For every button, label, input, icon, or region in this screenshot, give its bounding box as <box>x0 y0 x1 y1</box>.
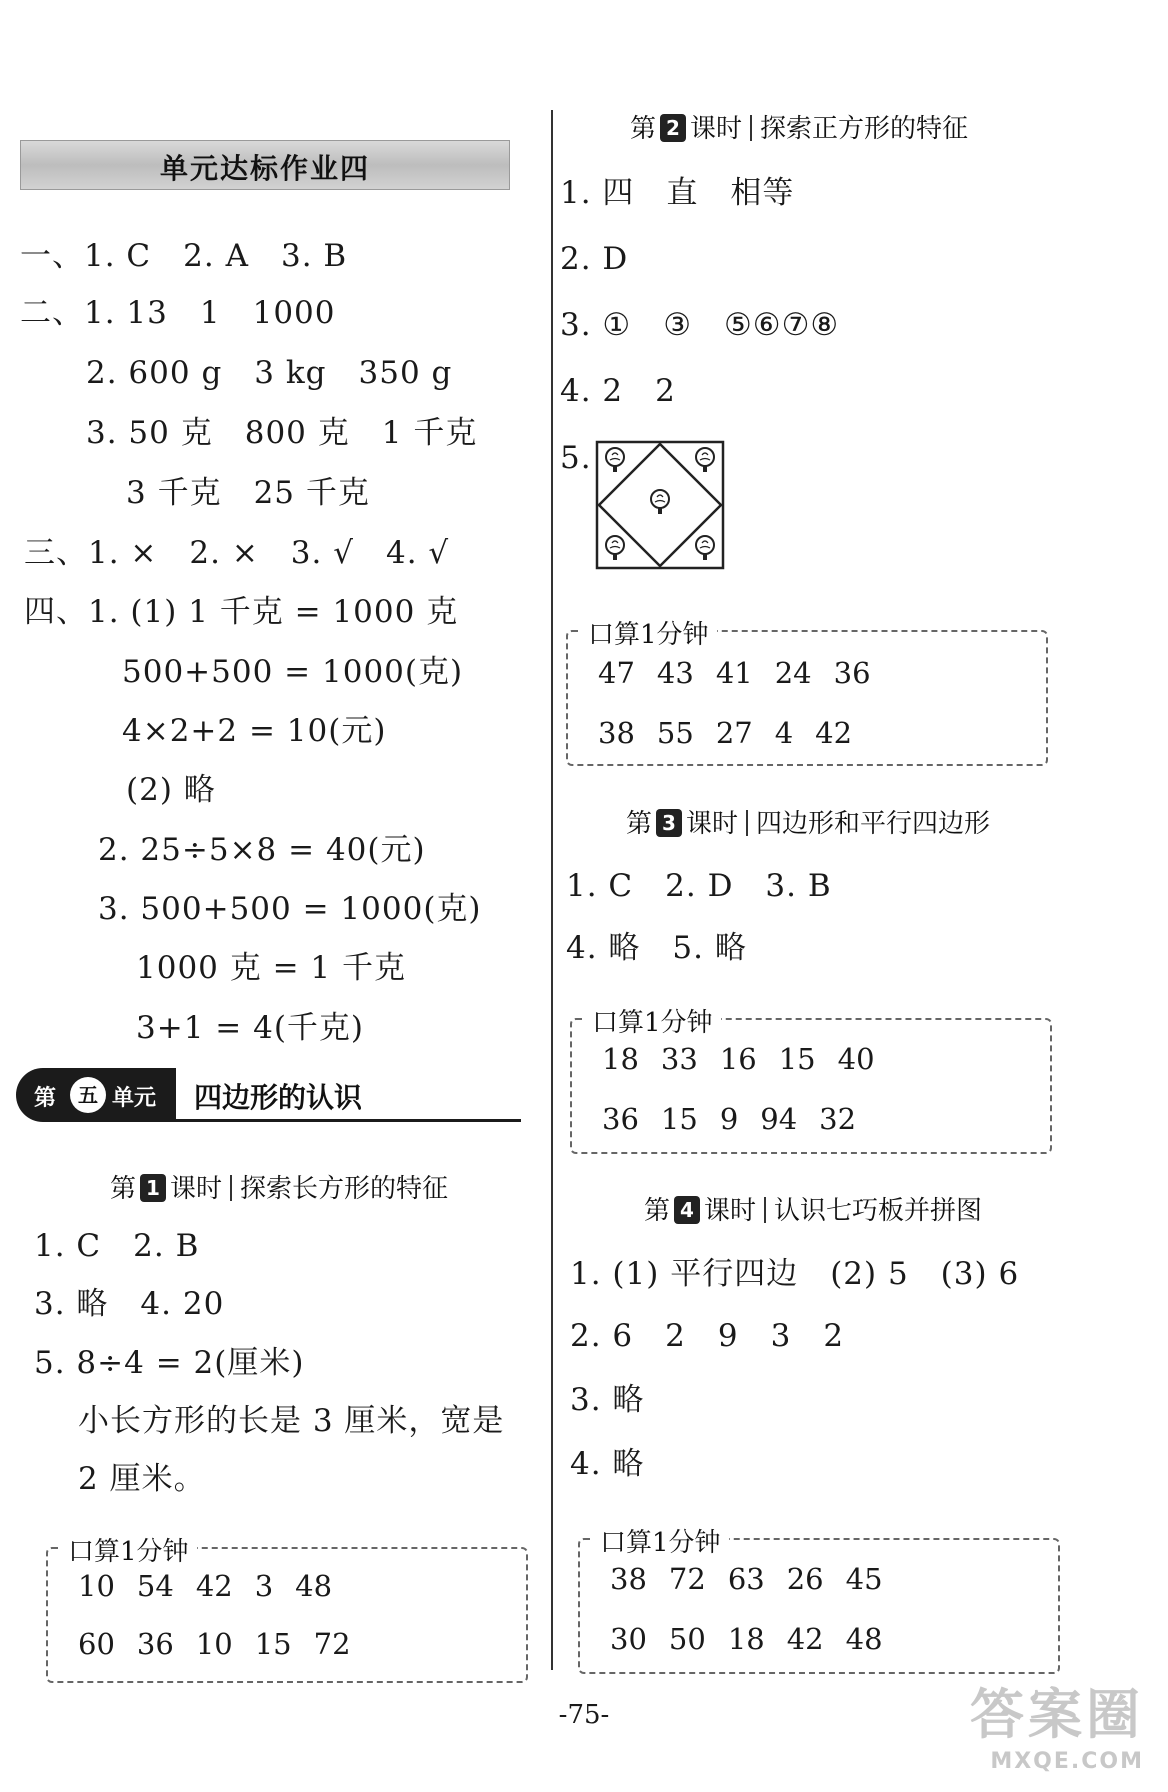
answer-line: 3. 略 4. 20 <box>34 1286 225 1322</box>
answer-line: 3. 50 克 800 克 1 千克 <box>86 415 478 451</box>
mental-math-title: 口算1分钟 <box>60 1531 197 1568</box>
mental-value: 30 <box>610 1622 647 1656</box>
chapter-rule <box>176 1119 521 1122</box>
mental-value: 55 <box>656 716 694 750</box>
answer-line: 3. 500+500 = 1000(克) <box>98 891 482 927</box>
mental-value: 47 <box>598 656 635 690</box>
mental-value: 15 <box>660 1102 698 1136</box>
tree-icon <box>606 448 624 472</box>
answer-line: 2. 25÷5×8 = 40(元) <box>98 832 426 868</box>
mental-math-box <box>578 1528 1060 1674</box>
answer-line: 1. C 2. D 3. B <box>566 868 832 904</box>
mental-value: 33 <box>660 1042 698 1076</box>
mental-value: 43 <box>656 656 694 690</box>
mental-row <box>598 716 874 750</box>
mental-value: 24 <box>774 656 812 690</box>
mental-value: 3 <box>254 1569 274 1603</box>
mental-math-title: 口算1分钟 <box>584 1002 721 1039</box>
answer-line: 一、1. C 2. A 3. B <box>20 238 348 274</box>
answer-line: 4. 略 <box>570 1446 645 1482</box>
tree-icon <box>651 490 669 514</box>
answer-line: 三、1. × 2. × 3. √ 4. √ <box>24 535 450 571</box>
mental-value: 15 <box>254 1627 292 1661</box>
mental-value: 42 <box>815 716 853 750</box>
lesson-suffix: 课时 <box>170 1174 223 1204</box>
lesson-title <box>110 1168 448 1205</box>
answer-line: 4×2+2 = 10(元) <box>122 713 387 749</box>
answer-line: 2. D <box>560 241 629 277</box>
mental-value: 36 <box>136 1627 174 1661</box>
lesson-title <box>644 1190 982 1227</box>
answer-line: 500+500 = 1000(克) <box>122 654 464 690</box>
mental-value: 42 <box>195 1569 233 1603</box>
mental-row <box>602 1042 897 1076</box>
mental-value: 63 <box>727 1562 765 1596</box>
mental-row <box>610 1562 905 1596</box>
mental-value: 15 <box>778 1042 816 1076</box>
title-separator <box>230 1175 232 1201</box>
mental-value: 18 <box>727 1622 765 1656</box>
chapter-tag <box>16 1068 176 1122</box>
lesson-prefix: 第 <box>110 1174 137 1204</box>
mental-row <box>598 656 893 690</box>
mental-value: 50 <box>668 1622 706 1656</box>
lesson-prefix: 第 <box>626 809 653 839</box>
answer-line: 5. 8÷4 = 2(厘米) <box>34 1345 305 1381</box>
lesson-prefix: 第 <box>630 114 657 144</box>
answer-line: 1000 克 = 1 千克 <box>136 950 407 986</box>
mental-value: 10 <box>78 1569 115 1603</box>
answer-line: (2) 略 <box>126 772 216 808</box>
mental-row <box>78 1627 373 1661</box>
mental-value: 16 <box>719 1042 757 1076</box>
mental-value: 10 <box>195 1627 233 1661</box>
answer-line: 3 千克 25 千克 <box>126 475 370 511</box>
mental-row <box>78 1569 354 1603</box>
mental-math-title: 口算1分钟 <box>580 614 717 651</box>
tree-icon <box>696 536 714 560</box>
mental-value: 32 <box>819 1102 857 1136</box>
watermark <box>970 1672 1144 1774</box>
watermark-logo: 答案圈 <box>970 1683 1144 1746</box>
unit-banner <box>20 140 510 190</box>
mental-value: 9 <box>719 1102 739 1136</box>
lesson-name: 探索长方形的特征 <box>240 1174 449 1204</box>
chapter-number: 五 <box>70 1077 106 1113</box>
mental-value: 26 <box>786 1562 824 1596</box>
mental-value: 42 <box>786 1622 824 1656</box>
unit-title: 单元达标作业四 <box>159 152 370 185</box>
mental-value: 45 <box>845 1562 883 1596</box>
mental-value: 48 <box>295 1569 333 1603</box>
mental-value: 60 <box>78 1627 115 1661</box>
chapter-name: 四边形的认识 <box>194 1081 363 1114</box>
lesson-suffix: 课时 <box>686 809 739 839</box>
square-trees-diagram <box>595 440 725 570</box>
answer-line: 二、1. 13 1 1000 <box>20 295 336 331</box>
mental-value: 4 <box>774 716 794 750</box>
answer-line: 1. 四 直 相等 <box>560 175 795 211</box>
lesson-name: 认识七巧板并拼图 <box>774 1196 983 1226</box>
answer-line: 2. 6 2 9 3 2 <box>570 1318 845 1354</box>
mental-value: 38 <box>598 716 635 750</box>
mental-value: 72 <box>313 1627 351 1661</box>
mental-value: 36 <box>602 1102 639 1136</box>
mental-row <box>602 1102 878 1136</box>
answer-line: 1. C 2. B <box>34 1228 200 1264</box>
answer-line: 3+1 = 4(千克) <box>136 1010 365 1046</box>
lesson-suffix: 课时 <box>690 114 743 144</box>
answer-line: 2. 600 g 3 kg 350 g <box>86 355 453 391</box>
mental-value: 54 <box>136 1569 174 1603</box>
answer-line: 5. <box>560 440 592 476</box>
lesson-title <box>630 108 968 145</box>
title-separator <box>746 810 748 836</box>
answer-line: 小长方形的长是 3 厘米，宽是 <box>78 1403 505 1439</box>
answer-line: 4. 2 2 <box>560 373 676 409</box>
mental-value: 27 <box>715 716 753 750</box>
mental-value: 18 <box>602 1042 639 1076</box>
lesson-number: 4 <box>674 1196 700 1224</box>
tree-icon <box>696 448 714 472</box>
lesson-number: 2 <box>660 114 686 142</box>
lesson-title <box>626 803 990 840</box>
answer-line: 1. (1) 平行四边 (2) 5 (3) 6 <box>570 1256 1020 1292</box>
mental-value: 48 <box>845 1622 883 1656</box>
mental-value: 38 <box>610 1562 647 1596</box>
chapter-suffix: 单元 <box>112 1086 157 1111</box>
mental-math-box <box>570 1008 1052 1154</box>
lesson-suffix: 课时 <box>704 1196 757 1226</box>
mental-row <box>610 1622 905 1656</box>
lesson-prefix: 第 <box>644 1196 671 1226</box>
answer-line: 2 厘米。 <box>78 1461 206 1497</box>
answer-line: 3. ① ③ ⑤⑥⑦⑧ <box>560 307 840 343</box>
column-divider <box>551 110 553 1670</box>
lesson-name: 探索正方形的特征 <box>760 114 969 144</box>
mental-value: 40 <box>837 1042 875 1076</box>
page-number: -75- <box>558 1700 610 1730</box>
lesson-number: 1 <box>140 1174 166 1202</box>
mental-math-box <box>566 620 1048 766</box>
chapter-prefix: 第 <box>34 1086 57 1111</box>
chapter-header <box>16 1068 521 1122</box>
watermark-url: MXQE.COM <box>990 1749 1144 1774</box>
answer-line: 四、1. (1) 1 千克 = 1000 克 <box>24 594 459 630</box>
title-separator <box>764 1197 766 1223</box>
lesson-name: 四边形和平行四边形 <box>756 809 991 839</box>
mental-value: 72 <box>668 1562 706 1596</box>
lesson-number: 3 <box>656 809 682 837</box>
mental-math-title: 口算1分钟 <box>592 1522 729 1559</box>
mental-value: 41 <box>715 656 753 690</box>
mental-value: 94 <box>760 1102 798 1136</box>
mental-value: 36 <box>833 656 871 690</box>
mental-math-box <box>46 1537 528 1683</box>
title-separator <box>750 115 752 141</box>
tree-icon <box>606 536 624 560</box>
answer-line: 3. 略 <box>570 1382 645 1418</box>
answer-line: 4. 略 5. 略 <box>566 930 747 966</box>
